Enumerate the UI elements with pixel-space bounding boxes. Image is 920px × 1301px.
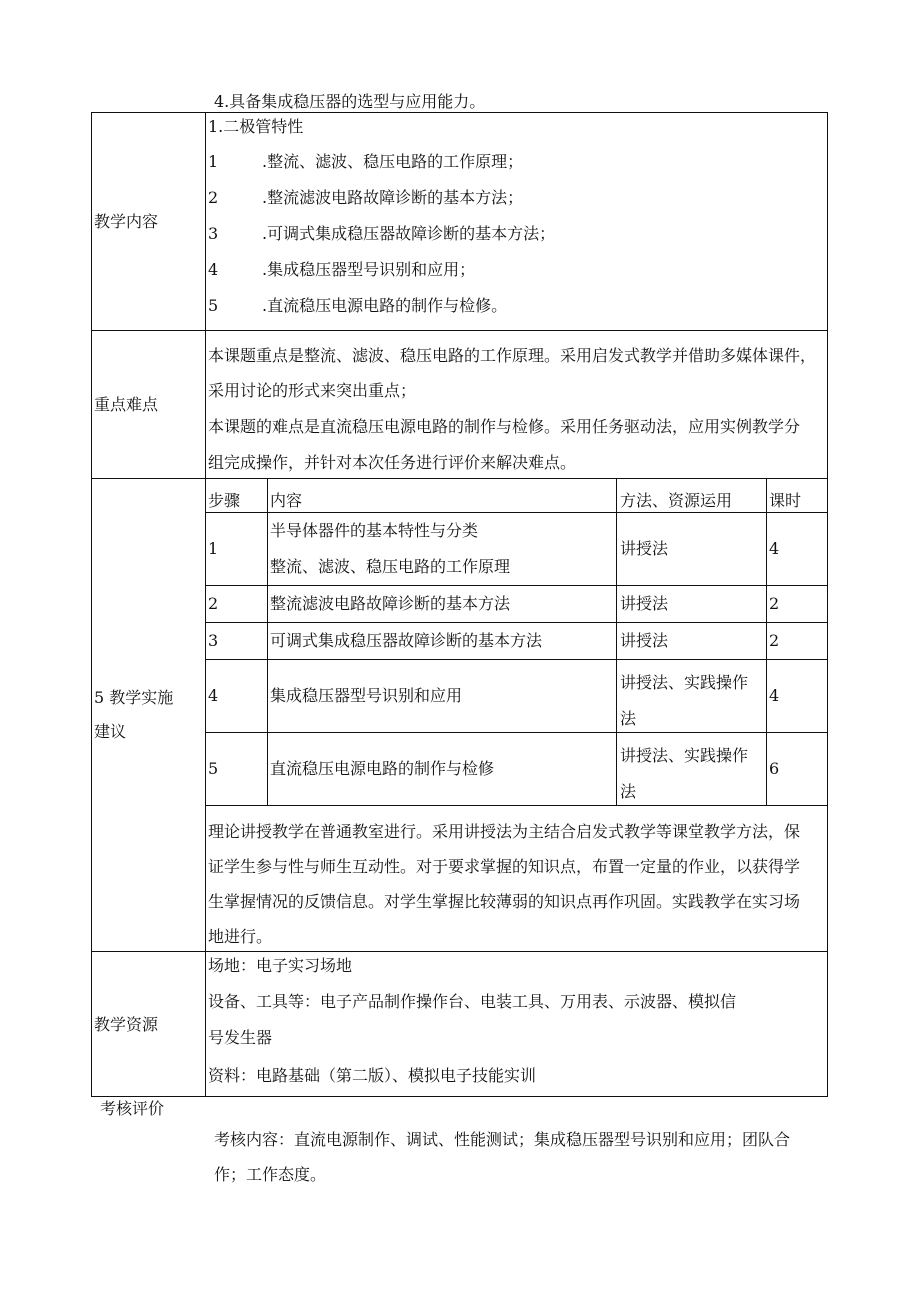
focus-line: 本课题的难点是直流稳压电源电路的制作与检修。采用任务驱动法，应用实例教学分 xyxy=(208,417,801,436)
row-hours: 6 xyxy=(769,759,780,778)
row-content: 集成稳压器型号识别和应用 xyxy=(270,686,463,705)
focus-line: 组完成操作，并针对本次任务进行评价来解决难点。 xyxy=(208,453,577,472)
table-header-method: 方法、资源运用 xyxy=(620,491,733,510)
row-step: 2 xyxy=(208,594,219,613)
row-content: 整流、滤波、稳压电路的工作原理 xyxy=(270,557,511,576)
resources-label: 教学资源 xyxy=(94,1015,159,1034)
content-heading: 1.二极管特性 xyxy=(208,117,304,136)
assessment-line: 考核内容：直流电源制作、调试、性能测试；集成稳压器型号识别和应用；团队合 xyxy=(214,1130,791,1149)
row-hours: 2 xyxy=(769,594,780,613)
content-item-num: 5 xyxy=(208,296,219,315)
impl-note-line: 理论讲授教学在普通教室进行。采用讲授法为主结合启发式教学等课堂教学方法，保 xyxy=(208,822,801,841)
row-hours: 4 xyxy=(769,539,780,558)
row-hours: 2 xyxy=(769,631,780,650)
content-item-text: .可调式集成稳压器故障诊断的基本方法； xyxy=(262,224,556,243)
row-method: 法 xyxy=(620,709,637,728)
row-method: 法 xyxy=(620,782,637,801)
content-label: 教学内容 xyxy=(94,212,159,231)
content-item-num: 2 xyxy=(208,188,219,207)
content-item-num: 4 xyxy=(208,260,219,279)
row-content: 半导体器件的基本特性与分类 xyxy=(270,521,479,540)
row-method: 讲授法、实践操作 xyxy=(620,746,749,765)
table-header-step: 步骤 xyxy=(208,491,241,510)
row-content: 可调式集成稳压器故障诊断的基本方法 xyxy=(270,631,543,650)
row-method: 讲授法、实践操作 xyxy=(620,673,749,692)
assessment-line: 作；工作态度。 xyxy=(214,1165,327,1184)
row-content: 整流滤波电路故障诊断的基本方法 xyxy=(270,594,511,613)
focus-line: 本课题重点是整流、滤波、稳压电路的工作原理。采用启发式教学并借助多媒体课件， xyxy=(208,346,817,365)
impl-label-line1: 5 教学实施 xyxy=(94,688,174,707)
content-item-num: 1 xyxy=(208,152,219,171)
row-hours: 4 xyxy=(769,686,780,705)
impl-note-line: 地进行。 xyxy=(208,927,273,946)
row-step: 4 xyxy=(208,686,219,705)
resources-line: 号发生器 xyxy=(208,1028,273,1047)
content-item-text: .整流滤波电路故障诊断的基本方法； xyxy=(262,188,524,207)
resources-line: 设备、工具等：电子产品制作操作台、电装工具、万用表、示波器、模拟信 xyxy=(208,992,737,1011)
table-header-hours: 课时 xyxy=(769,491,802,510)
impl-label-line2: 建议 xyxy=(94,722,127,741)
top-line: 4.具备集成稳压器的选型与应用能力。 xyxy=(214,92,486,111)
row-step: 5 xyxy=(208,759,219,778)
resources-line: 场地：电子实习场地 xyxy=(208,956,353,975)
row-step: 3 xyxy=(208,631,219,650)
content-item-text: .集成稳压器型号识别和应用； xyxy=(262,260,476,279)
impl-note-line: 生掌握情况的反馈信息。对学生掌握比较薄弱的知识点再作巩固。实践教学在实习场 xyxy=(208,892,801,911)
row-method: 讲授法 xyxy=(620,594,669,613)
row-content: 直流稳压电源电路的制作与检修 xyxy=(270,759,495,778)
assessment-label: 考核评价 xyxy=(100,1099,165,1118)
content-item-num: 3 xyxy=(208,224,219,243)
impl-note-line: 证学生参与性与师生互动性。对于要求掌握的知识点，布置一定量的作业，以获得学 xyxy=(208,857,801,876)
table-header-content: 内容 xyxy=(270,491,303,510)
content-item-text: .直流稳压电源电路的制作与检修。 xyxy=(262,296,508,315)
content-item-text: .整流、滤波、稳压电路的工作原理； xyxy=(262,152,524,171)
resources-line: 资料：电路基础（第二版）、模拟电子技能实训 xyxy=(208,1066,537,1085)
focus-label: 重点难点 xyxy=(94,395,159,414)
row-method: 讲授法 xyxy=(620,631,669,650)
focus-line: 采用讨论的形式来突出重点； xyxy=(208,381,417,400)
row-method: 讲授法 xyxy=(620,539,669,558)
row-step: 1 xyxy=(208,539,219,558)
